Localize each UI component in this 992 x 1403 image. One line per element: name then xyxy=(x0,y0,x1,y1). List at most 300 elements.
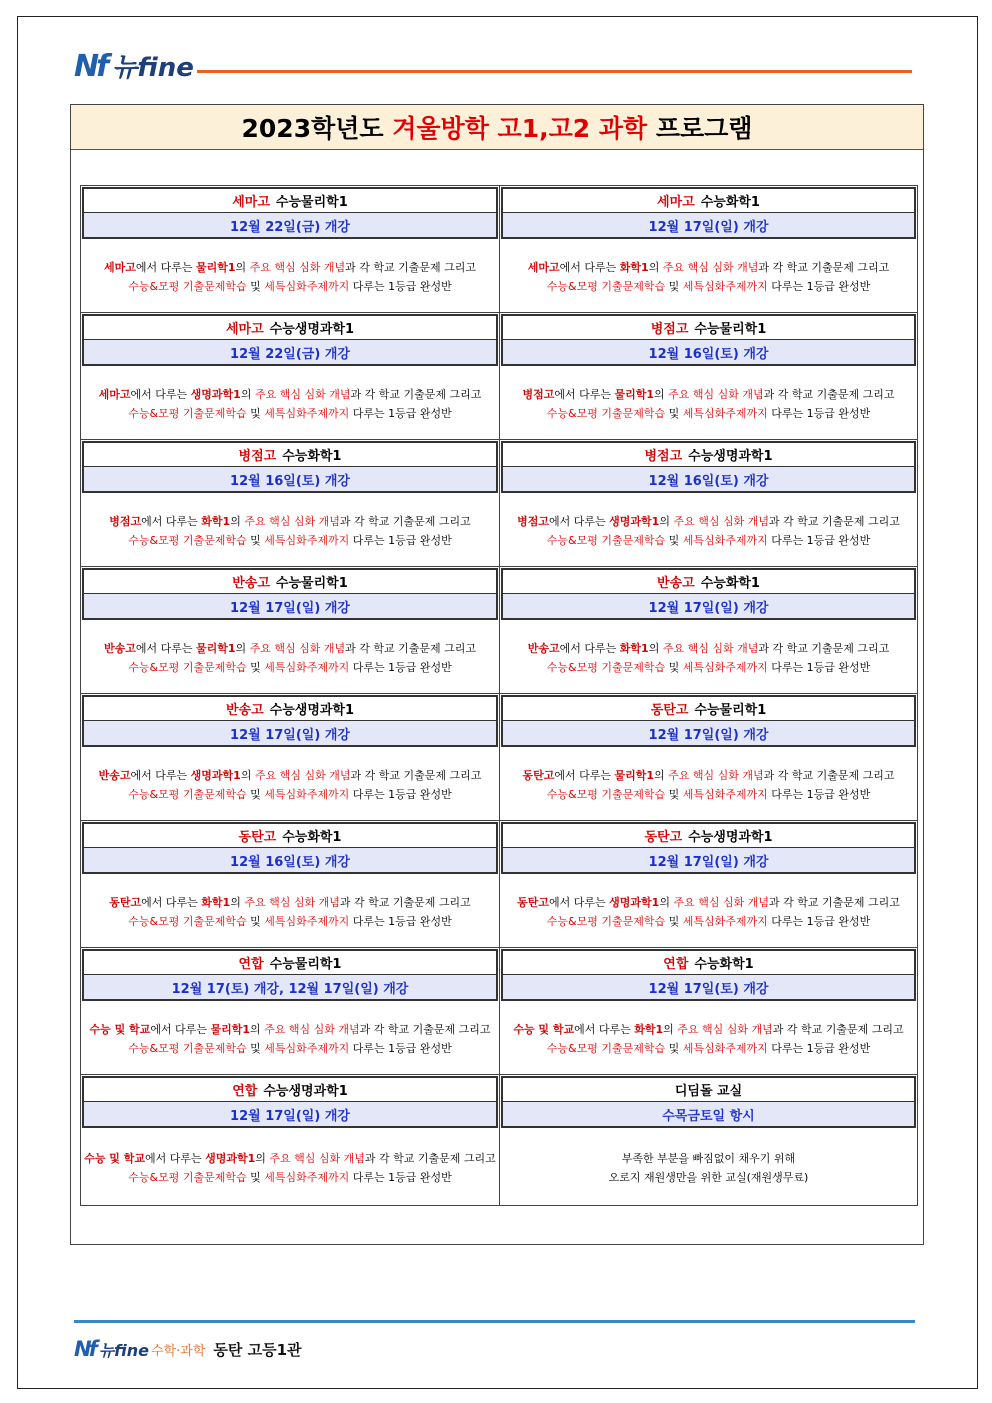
desc-subject: 물리학1 xyxy=(614,769,655,782)
desc-text: 및 xyxy=(665,661,683,674)
desc-text: 다루는 1등급 완성반 xyxy=(767,534,871,547)
desc-past: 수능&모평 기출문제학습 xyxy=(546,788,666,801)
desc-core: 주요 핵심 심화 개념 xyxy=(673,515,769,528)
school-name: 동탄고 xyxy=(644,830,683,845)
desc-text: 다루는 1등급 완성반 xyxy=(349,407,452,420)
desc-past: 수능&모평 기출문제학습 xyxy=(128,280,247,293)
course-title: 수능생명과학1 xyxy=(688,830,773,845)
desc-text: 과 각 학교 기출문제 그리고 xyxy=(345,261,477,274)
start-date: 12월 17일(일) 개강 xyxy=(503,721,914,745)
start-date: 12월 17일(일) 개강 xyxy=(84,1102,496,1126)
header-divider xyxy=(197,70,912,73)
course-description xyxy=(500,367,917,439)
course-header xyxy=(501,441,916,493)
school-name: 연합 xyxy=(663,957,689,972)
desc-core: 주요 핵심 심화 개념 xyxy=(244,515,340,528)
start-date: 12월 22일(금) 개강 xyxy=(84,213,496,237)
course-title: 수능물리학1 xyxy=(275,195,348,210)
desc-subject: 생명과학1 xyxy=(609,515,660,528)
course-cell xyxy=(499,567,917,693)
desc-core: 주요 핵심 심화 개념 xyxy=(668,388,764,401)
desc-past: 수능&모평 기출문제학습 xyxy=(546,534,666,547)
desc-line xyxy=(104,639,476,658)
desc-text: 과 각 학교 기출문제 그리고 xyxy=(339,515,471,528)
desc-topic: 세특심화주제까지 xyxy=(264,280,350,293)
course-name xyxy=(503,824,914,848)
course-name xyxy=(84,316,496,340)
desc-line xyxy=(90,1020,491,1039)
course-description xyxy=(500,240,917,312)
course-header xyxy=(82,187,498,239)
desc-line xyxy=(522,385,894,404)
desc-text: 의 xyxy=(648,642,663,655)
desc-text: 다루는 1등급 완성반 xyxy=(767,915,871,928)
desc-past: 수능&모평 기출문제학습 xyxy=(128,915,247,928)
course-header xyxy=(82,822,498,874)
desc-subject: 화학1 xyxy=(634,1023,664,1036)
start-date: 12월 16일(토) 개강 xyxy=(503,340,914,364)
desc-line xyxy=(528,258,889,277)
course-cell xyxy=(499,948,917,1074)
program-box xyxy=(70,104,924,1245)
footer-logo-mark-icon: Nf xyxy=(74,1337,95,1361)
course-cell xyxy=(499,821,917,947)
desc-topic: 세특심화주제까지 xyxy=(682,1042,768,1055)
course-description xyxy=(500,494,917,566)
desc-text: 및 xyxy=(246,534,265,547)
desc-text: 의 xyxy=(659,896,674,909)
footer-logo-text: 뉴fine xyxy=(98,1340,150,1360)
desc-text: 의 xyxy=(249,1023,265,1036)
course-row xyxy=(81,186,917,313)
desc-past: 수능&모평 기출문제학습 xyxy=(128,1042,247,1055)
desc-subject: 물리학1 xyxy=(195,642,236,655)
desc-text: 과 각 학교 기출문제 그리고 xyxy=(772,1023,904,1036)
course-name xyxy=(503,570,914,594)
desc-text: 에서 다루는 xyxy=(574,1023,635,1036)
course-header xyxy=(501,949,916,1001)
desc-core: 주요 핵심 심화 개념 xyxy=(254,388,351,401)
start-date: 12월 16일(토) 개강 xyxy=(84,848,496,872)
school-name: 반송고 xyxy=(232,576,270,591)
desc-text: 과 각 학교 기출문제 그리고 xyxy=(339,896,471,909)
course-cell xyxy=(499,694,917,820)
desc-subject: 화학1 xyxy=(619,261,649,274)
footer-divider xyxy=(74,1320,915,1323)
course-description xyxy=(81,367,499,439)
desc-line xyxy=(547,277,870,296)
course-name xyxy=(503,443,914,467)
course-name xyxy=(503,316,914,340)
course-title: 수능생명과학1 xyxy=(688,449,773,464)
desc-topic: 세특심화주제까지 xyxy=(682,661,768,674)
course-description xyxy=(81,1129,499,1205)
desc-line xyxy=(128,277,451,296)
desc-text: 다루는 1등급 완성반 xyxy=(349,915,452,928)
desc-school: 반송고 xyxy=(98,769,131,782)
course-title: 수능화학1 xyxy=(282,830,342,845)
start-date: 12월 16일(토) 개강 xyxy=(84,467,496,491)
desc-text: 에서 다루는 xyxy=(559,642,620,655)
start-date: 12월 17일(일) 개강 xyxy=(84,721,496,745)
course-title: 수능생명과학1 xyxy=(269,322,355,337)
course-row xyxy=(81,567,917,694)
footer-logo xyxy=(74,1337,302,1361)
course-description xyxy=(81,240,499,312)
desc-past: 수능&모평 기출문제학습 xyxy=(128,534,247,547)
desc-text: 에서 다루는 xyxy=(559,261,620,274)
course-name xyxy=(84,570,496,594)
desc-text: 다루는 1등급 완성반 xyxy=(349,661,452,674)
logo-mark-icon: Nf xyxy=(74,49,107,84)
desc-text: 및 xyxy=(665,534,683,547)
desc-text: 다루는 1등급 완성반 xyxy=(349,534,452,547)
desc-line xyxy=(128,912,451,931)
desc-text: 에서 다루는 xyxy=(554,769,615,782)
course-description xyxy=(500,621,917,693)
course-description xyxy=(81,748,499,820)
desc-school: 반송고 xyxy=(527,642,560,655)
desc-school: 동탄고 xyxy=(109,896,142,909)
course-cell xyxy=(81,694,499,820)
desc-text: 에서 다루는 xyxy=(141,896,202,909)
desc-line: 오로지 재원생만을 위한 교실(재원생무료) xyxy=(608,1171,809,1184)
desc-topic: 세특심화주제까지 xyxy=(264,915,350,928)
footer-branch: 동탄 고등1관 xyxy=(213,1340,302,1359)
desc-line xyxy=(547,912,870,931)
desc-text: 다루는 1등급 완성반 xyxy=(349,788,452,801)
course-description xyxy=(500,875,917,947)
course-name xyxy=(84,697,496,721)
course-title: 수능화학1 xyxy=(694,957,754,972)
footer-subject: 수학·과학 xyxy=(151,1343,206,1359)
course-header xyxy=(501,1076,916,1128)
desc-text: 의 xyxy=(230,896,245,909)
course-name xyxy=(503,951,914,975)
desc-text: 과 각 학교 기출문제 그리고 xyxy=(768,515,900,528)
desc-school: 동탄고 xyxy=(517,896,550,909)
course-title: 수능물리학1 xyxy=(275,576,348,591)
course-title: 수능화학1 xyxy=(282,449,342,464)
desc-text: 에서 다루는 xyxy=(135,261,196,274)
desc-text: 다루는 1등급 완성반 xyxy=(767,407,871,420)
desc-text: 다루는 1등급 완성반 xyxy=(349,1171,452,1184)
desc-subject: 생명과학1 xyxy=(190,388,241,401)
course-header xyxy=(82,314,498,366)
course-description xyxy=(500,1129,917,1205)
desc-text: 과 각 학교 기출문제 그리고 xyxy=(350,388,482,401)
course-title: 수능생명과학1 xyxy=(263,1084,348,1099)
desc-line xyxy=(547,785,870,804)
desc-line xyxy=(128,404,451,423)
desc-line xyxy=(547,658,870,677)
desc-line xyxy=(547,404,870,423)
desc-text: 과 각 학교 기출문제 그리고 xyxy=(763,769,895,782)
desc-text: 과 각 학교 기출문제 그리고 xyxy=(758,261,890,274)
desc-line xyxy=(128,658,451,677)
desc-line: 부족한 부분을 빠짐없이 채우기 위해 xyxy=(621,1152,796,1165)
start-date: 12월 17일(일) 개강 xyxy=(503,213,914,237)
desc-core: 주요 핵심 심화 개념 xyxy=(668,769,764,782)
desc-school: 수능 및 학교 xyxy=(84,1152,145,1165)
desc-text: 및 xyxy=(246,661,265,674)
desc-line xyxy=(104,258,476,277)
desc-text: 의 xyxy=(654,388,669,401)
desc-text: 및 xyxy=(246,915,265,928)
course-header xyxy=(82,1076,498,1128)
start-date: 12월 17일(일) 개강 xyxy=(503,594,914,618)
desc-school: 동탄고 xyxy=(522,769,555,782)
course-name xyxy=(84,951,496,975)
desc-line xyxy=(522,766,894,785)
desc-topic: 세특심화주제까지 xyxy=(682,915,768,928)
desc-text: 과 각 학교 기출문제 그리고 xyxy=(345,642,477,655)
desc-text: 의 xyxy=(235,261,250,274)
course-header xyxy=(82,695,498,747)
course-row xyxy=(81,694,917,821)
course-cell xyxy=(81,186,499,312)
desc-text: 에서 다루는 xyxy=(150,1023,211,1036)
desc-topic: 세특심화주제까지 xyxy=(264,661,350,674)
desc-text: 의 xyxy=(648,261,663,274)
course-title: 수능물리학1 xyxy=(694,703,767,718)
desc-past: 수능&모평 기출문제학습 xyxy=(546,915,666,928)
course-cell xyxy=(499,313,917,439)
course-cell xyxy=(81,948,499,1074)
desc-text: 의 xyxy=(663,1023,678,1036)
desc-text: 의 xyxy=(659,515,674,528)
start-date: 12월 17(토) 개강, 12월 17일(일) 개강 xyxy=(84,975,496,999)
desc-school: 수능 및 학교 xyxy=(89,1023,151,1036)
course-header xyxy=(501,695,916,747)
course-row xyxy=(81,1075,917,1205)
course-cell xyxy=(81,440,499,566)
course-cell xyxy=(499,440,917,566)
desc-text: 및 xyxy=(246,407,265,420)
desc-core: 주요 핵심 심화 개념 xyxy=(662,261,759,274)
course-header xyxy=(501,568,916,620)
course-header xyxy=(501,314,916,366)
desc-core: 주요 핵심 심화 개념 xyxy=(662,642,759,655)
desc-line xyxy=(84,1149,496,1168)
school-name: 세마고 xyxy=(225,322,264,337)
desc-line xyxy=(99,385,482,404)
desc-school: 반송고 xyxy=(103,642,136,655)
title-season: 겨울방학 고1,고2 과학 xyxy=(392,114,648,143)
desc-school: 병점고 xyxy=(522,388,555,401)
title-program: 프로그램 xyxy=(647,114,753,143)
start-date: 12월 17일(일) 개강 xyxy=(503,848,914,872)
desc-line xyxy=(128,531,451,550)
desc-text: 및 xyxy=(665,915,683,928)
desc-subject: 생명과학1 xyxy=(205,1152,256,1165)
course-name xyxy=(84,443,496,467)
desc-text: 및 xyxy=(246,280,265,293)
start-date: 12월 17일(일) 개강 xyxy=(84,594,496,618)
desc-text: 다루는 1등급 완성반 xyxy=(767,280,871,293)
desc-subject: 생명과학1 xyxy=(190,769,241,782)
course-header xyxy=(501,822,916,874)
school-name: 동탄고 xyxy=(650,703,689,718)
course-name xyxy=(84,824,496,848)
course-grid xyxy=(80,185,918,1206)
desc-text: 및 xyxy=(665,788,683,801)
desc-line xyxy=(517,512,900,531)
desc-line xyxy=(528,639,889,658)
course-description xyxy=(81,621,499,693)
school-name: 동탄고 xyxy=(238,830,277,845)
course-title: 디딤돌 교실 xyxy=(674,1084,743,1099)
start-date: 수목금토일 항시 xyxy=(503,1102,914,1126)
desc-line xyxy=(547,1039,870,1058)
desc-text: 에서 다루는 xyxy=(141,515,202,528)
course-cell xyxy=(81,821,499,947)
desc-past: 수능&모평 기출문제학습 xyxy=(546,661,666,674)
desc-text: 다루는 1등급 완성반 xyxy=(767,1042,871,1055)
desc-topic: 세특심화주제까지 xyxy=(264,1042,350,1055)
desc-text: 및 xyxy=(665,1042,683,1055)
desc-core: 주요 핵심 심화 개념 xyxy=(249,261,346,274)
desc-text: 및 xyxy=(665,407,683,420)
course-cell xyxy=(81,567,499,693)
desc-text: 과 각 학교 기출문제 그리고 xyxy=(359,1023,491,1036)
desc-line xyxy=(513,1020,903,1039)
desc-subject: 생명과학1 xyxy=(609,896,660,909)
course-description xyxy=(81,1002,499,1074)
desc-text: 과 각 학교 기출문제 그리고 xyxy=(350,769,482,782)
desc-text: 다루는 1등급 완성반 xyxy=(767,661,871,674)
course-name xyxy=(503,189,914,213)
desc-text: 의 xyxy=(240,388,255,401)
desc-core: 주요 핵심 심화 개념 xyxy=(249,642,346,655)
desc-topic: 세특심화주제까지 xyxy=(264,407,350,420)
desc-text: 및 xyxy=(665,280,683,293)
course-description xyxy=(500,748,917,820)
start-date: 12월 16일(토) 개강 xyxy=(503,467,914,491)
desc-text: 과 각 학교 기출문제 그리고 xyxy=(763,388,895,401)
school-name: 병점고 xyxy=(650,322,689,337)
desc-school: 수능 및 학교 xyxy=(513,1023,575,1036)
desc-core: 주요 핵심 심화 개념 xyxy=(244,896,340,909)
desc-text: 에서 다루는 xyxy=(130,388,191,401)
desc-text: 에서 다루는 xyxy=(554,388,615,401)
course-title: 수능물리학1 xyxy=(694,322,767,337)
course-name xyxy=(84,1078,496,1102)
school-name: 연합 xyxy=(238,957,264,972)
desc-past: 수능&모평 기출문제학습 xyxy=(128,661,247,674)
desc-topic: 세특심화주제까지 xyxy=(682,788,768,801)
logo-text: 뉴fine xyxy=(112,53,194,83)
desc-topic: 세특심화주제까지 xyxy=(682,407,768,420)
desc-subject: 화학1 xyxy=(201,515,231,528)
desc-text: 과 각 학교 기출문제 그리고 xyxy=(364,1152,496,1165)
course-header xyxy=(82,568,498,620)
desc-school: 병점고 xyxy=(109,515,142,528)
course-description xyxy=(81,494,499,566)
desc-past: 수능&모평 기출문제학습 xyxy=(128,788,247,801)
course-cell xyxy=(499,186,917,312)
school-name: 반송고 xyxy=(225,703,264,718)
school-name: 연합 xyxy=(232,1084,258,1099)
desc-core: 주요 핵심 심화 개념 xyxy=(269,1152,365,1165)
desc-line xyxy=(109,512,470,531)
desc-line xyxy=(547,531,870,550)
desc-topic: 세특심화주제까지 xyxy=(264,788,350,801)
course-header xyxy=(501,187,916,239)
course-row xyxy=(81,313,917,440)
desc-subject: 물리학1 xyxy=(195,261,236,274)
desc-topic: 세특심화주제까지 xyxy=(682,280,768,293)
desc-text: 과 각 학교 기출문제 그리고 xyxy=(758,642,890,655)
desc-text: 다루는 1등급 완성반 xyxy=(349,1042,452,1055)
desc-topic: 세특심화주제까지 xyxy=(264,1171,350,1184)
desc-subject: 물리학1 xyxy=(210,1023,250,1036)
desc-school: 세마고 xyxy=(527,261,560,274)
school-name: 세마고 xyxy=(232,195,270,210)
desc-core: 주요 핵심 심화 개념 xyxy=(264,1023,360,1036)
course-title: 수능물리학1 xyxy=(269,957,342,972)
desc-subject: 화학1 xyxy=(201,896,231,909)
start-date: 12월 22일(금) 개강 xyxy=(84,340,496,364)
course-cell xyxy=(81,1075,499,1205)
desc-past: 수능&모평 기출문제학습 xyxy=(128,1171,247,1184)
desc-line xyxy=(517,893,900,912)
desc-text: 에서 다루는 xyxy=(549,896,610,909)
page-title xyxy=(71,105,923,150)
desc-core: 주요 핵심 심화 개념 xyxy=(254,769,351,782)
desc-school: 세마고 xyxy=(98,388,131,401)
title-year: 2023학년도 xyxy=(241,114,393,143)
course-title: 수능화학1 xyxy=(700,576,760,591)
school-name: 세마고 xyxy=(657,195,695,210)
desc-core: 주요 핵심 심화 개념 xyxy=(673,896,769,909)
desc-text: 다루는 1등급 완성반 xyxy=(767,788,871,801)
desc-text: 다루는 1등급 완성반 xyxy=(349,280,452,293)
desc-text: 에서 다루는 xyxy=(135,642,196,655)
desc-text: 의 xyxy=(654,769,669,782)
school-name: 병점고 xyxy=(238,449,277,464)
desc-past: 수능&모평 기출문제학습 xyxy=(546,407,666,420)
course-header xyxy=(82,949,498,1001)
desc-text: 의 xyxy=(240,769,255,782)
desc-text: 에서 다루는 xyxy=(130,769,191,782)
course-name xyxy=(503,697,914,721)
start-date: 12월 17일(토) 개강 xyxy=(503,975,914,999)
desc-topic: 세특심화주제까지 xyxy=(682,534,768,547)
course-row xyxy=(81,440,917,567)
course-description xyxy=(500,1002,917,1074)
desc-subject: 물리학1 xyxy=(614,388,655,401)
desc-line xyxy=(109,893,470,912)
course-name xyxy=(84,189,496,213)
desc-past: 수능&모평 기출문제학습 xyxy=(546,1042,666,1055)
desc-school: 세마고 xyxy=(103,261,136,274)
desc-line xyxy=(128,1039,451,1058)
course-description xyxy=(81,875,499,947)
course-title: 수능생명과학1 xyxy=(269,703,355,718)
desc-text: 의 xyxy=(230,515,245,528)
desc-line xyxy=(99,766,482,785)
school-name: 병점고 xyxy=(644,449,683,464)
desc-text: 에서 다루는 xyxy=(145,1152,206,1165)
desc-topic: 세특심화주제까지 xyxy=(264,534,350,547)
course-name xyxy=(503,1078,914,1102)
desc-line xyxy=(128,785,451,804)
desc-past: 수능&모평 기출문제학습 xyxy=(128,407,247,420)
brand-logo xyxy=(74,47,194,84)
desc-text: 의 xyxy=(255,1152,270,1165)
desc-line xyxy=(128,1168,451,1187)
